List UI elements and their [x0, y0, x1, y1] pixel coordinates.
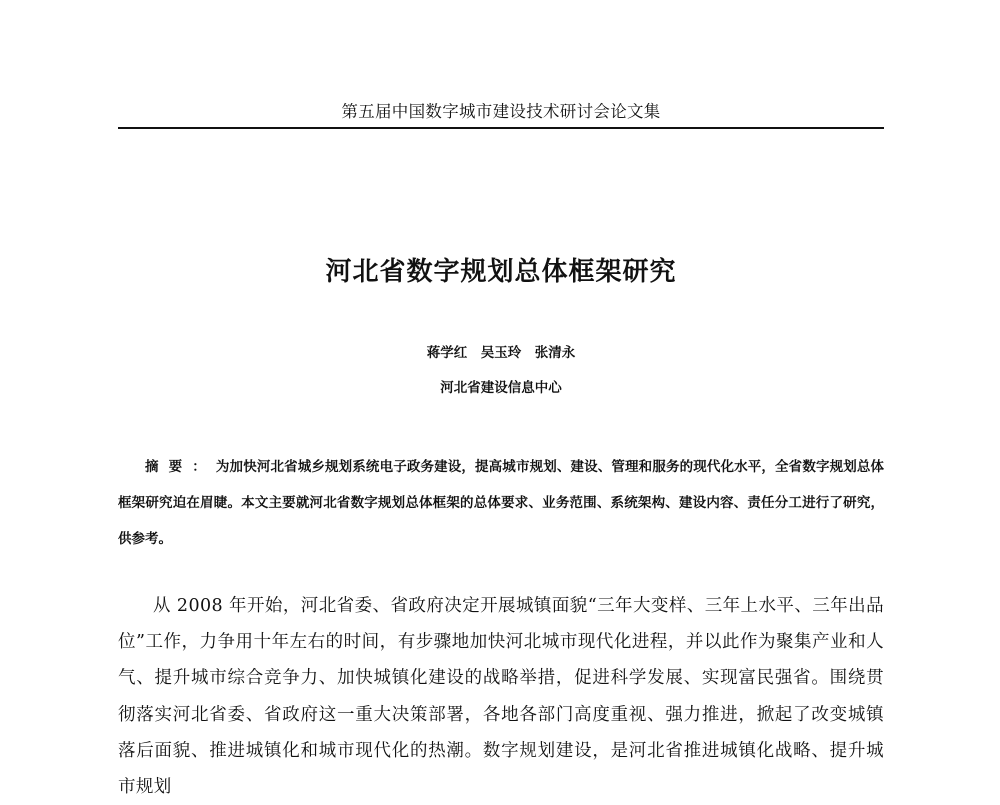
body-paragraph: 从 2008 年开始，河北省委、省政府决定开展城镇面貌“三年大变样、三年上水平、三年出品位”工作，力争用十年左右的时间，有步骤地加快河北城市现代化进程，并以此作为聚集产业和人气、提升城市综合竞争力、加快城镇化建设的战略举措，促进科学发展、实现富民强省。围绕贯彻落实河北省委、省政府这一重大决策部署，各地各部门高度重视、强力推进，掀起了改变城镇落后面貌、推进城镇化和城市现代化的热潮。数字规划建设，是河北省推进城镇化战略、提升城市规划: [118, 596, 884, 798]
abstract-text: 为加快河北省城乡规划系统电子政务建设，提高城市规划、建设、管理和服务的现代化水平，全省数字规划总体框架研究迫在眉睫。本文主要就河北省数字规划总体框架的总体要求、业务范围、系统架构、建设内容、责任分工进行了研究，供参考。: [118, 459, 885, 547]
header-rule: [118, 127, 884, 129]
author-affiliation: 河北省建设信息中心: [440, 380, 562, 396]
abstract: [118, 449, 884, 557]
running-header: 第五届中国数字城市建设技术研讨会论文集: [341, 102, 661, 121]
abstract-label: 摘要：: [145, 459, 216, 475]
paper-title: 河北省数字规划总体框架研究: [325, 257, 677, 287]
author-list: 蒋学红 吴玉玲 张清永: [426, 345, 576, 361]
